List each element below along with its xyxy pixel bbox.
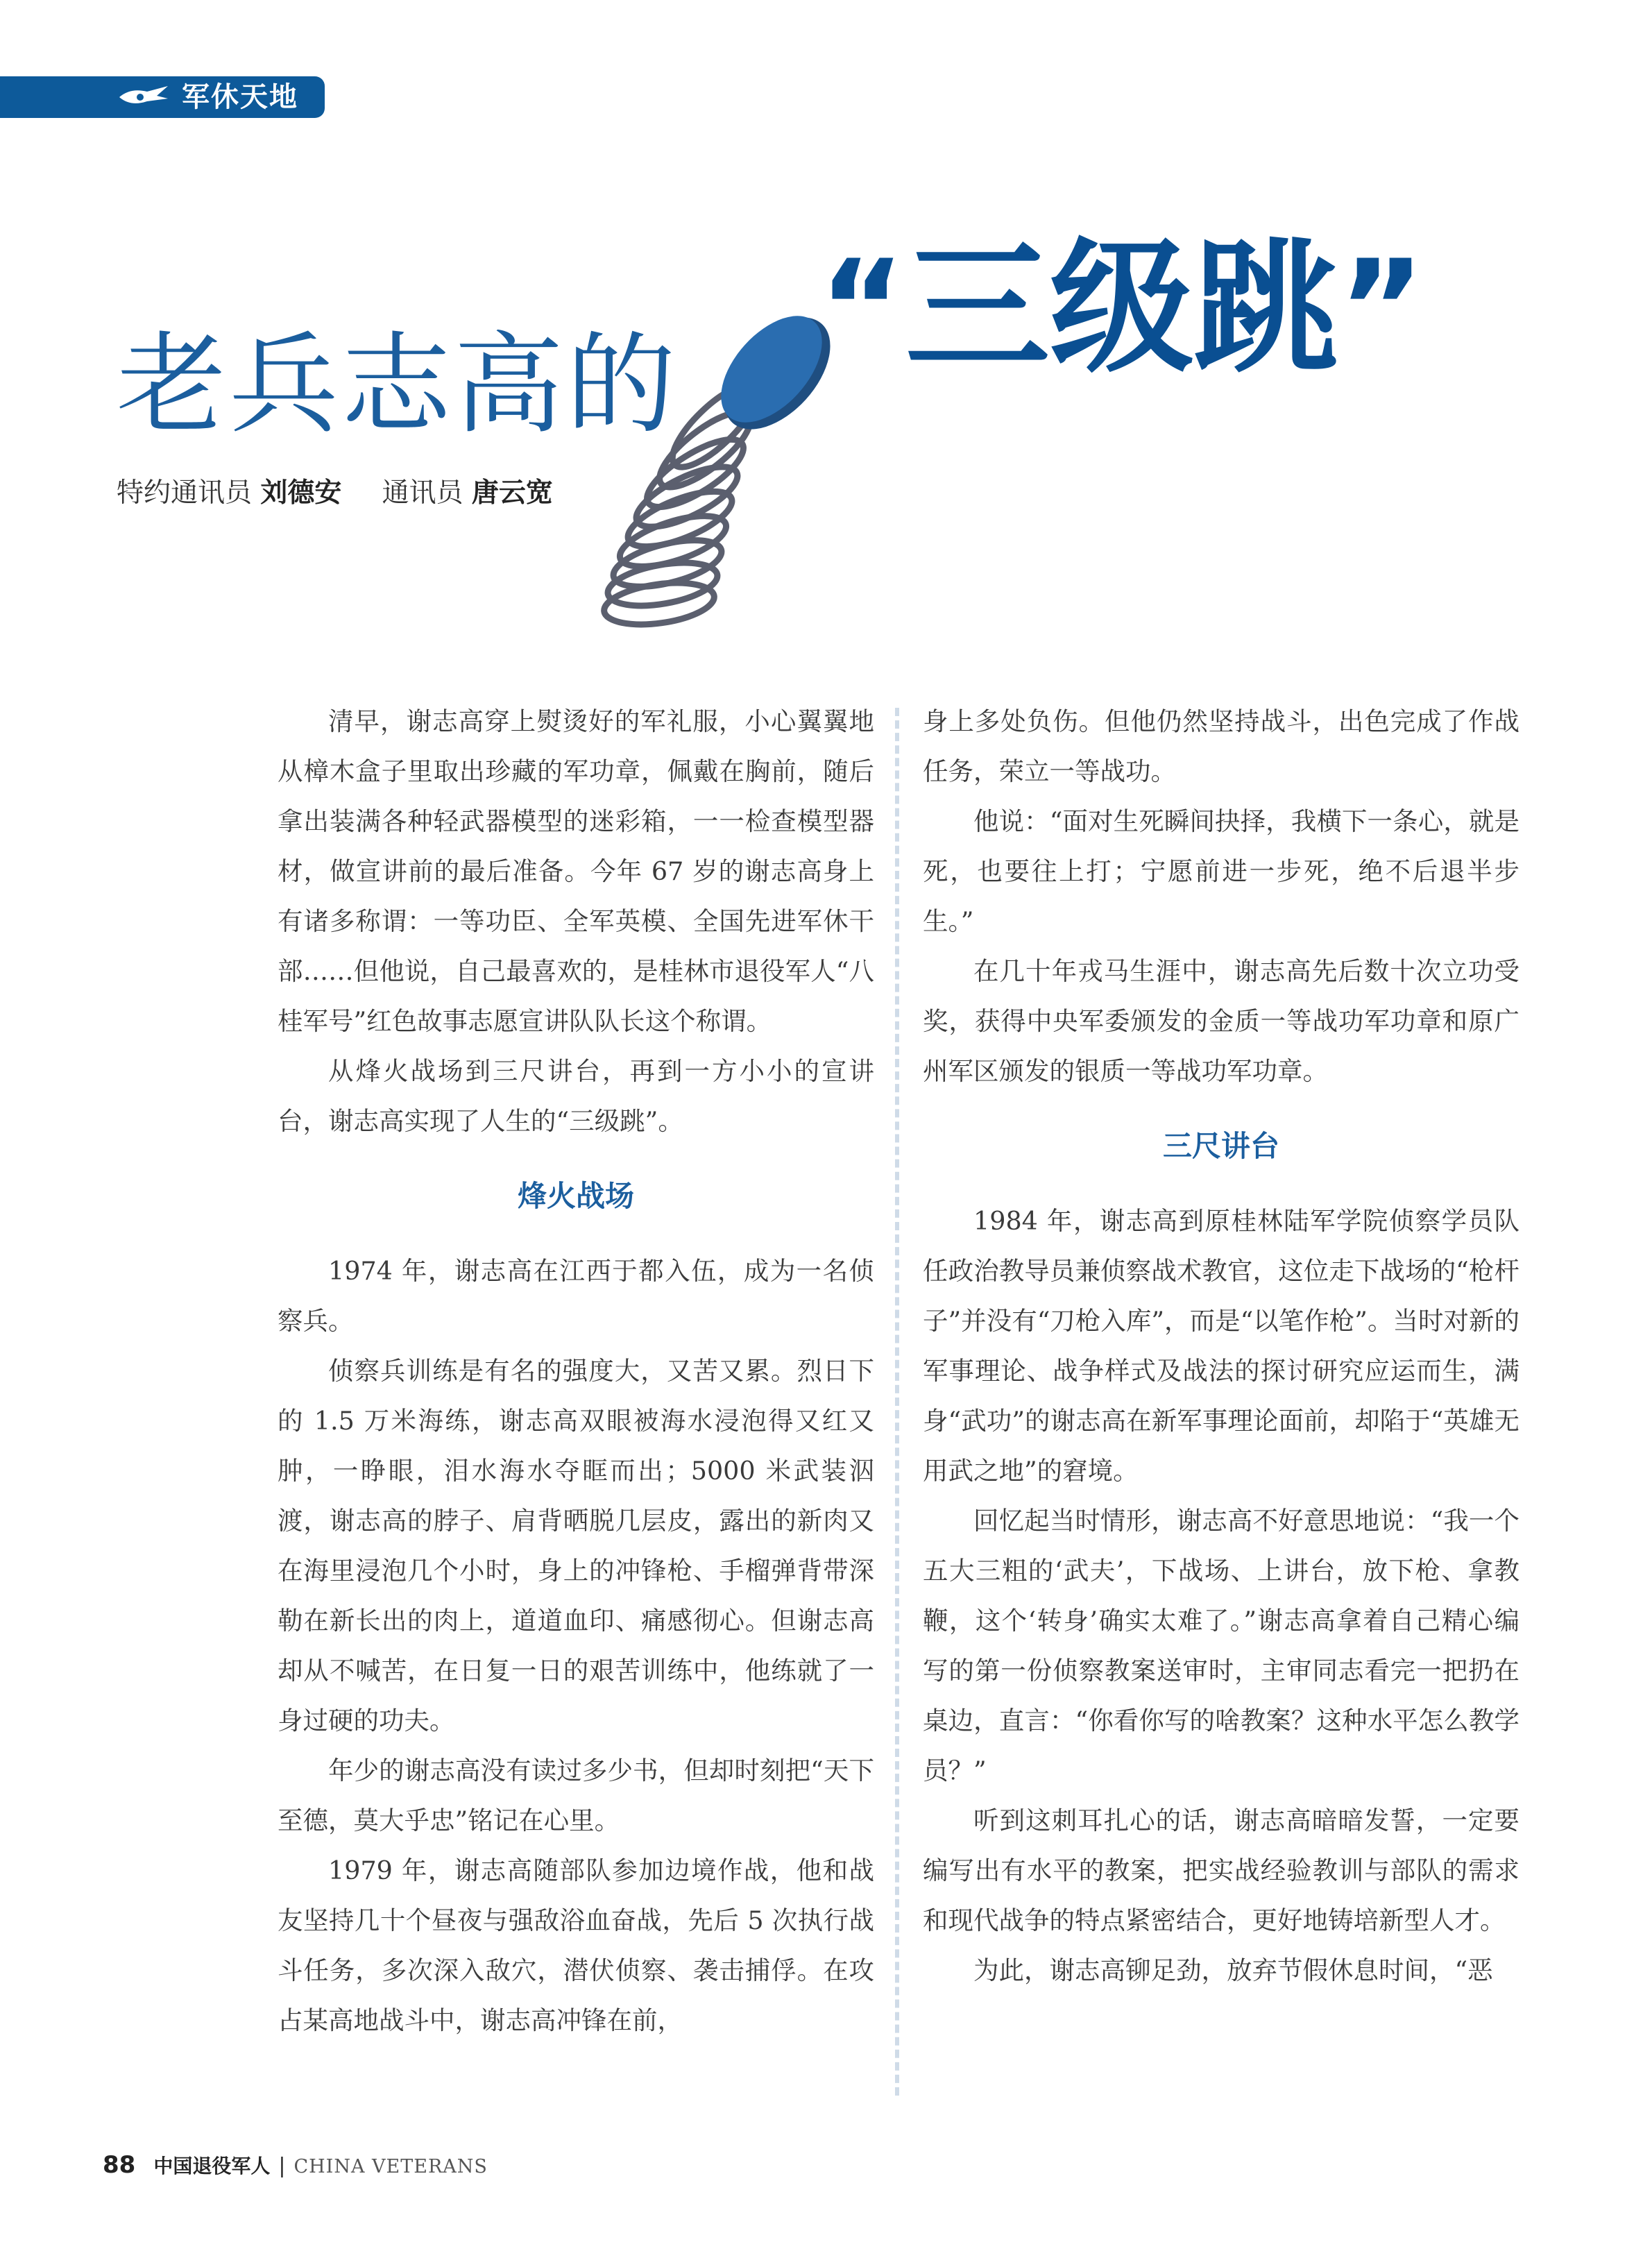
paragraph: 身上多处负伤。但他仍然坚持战斗，出色完成了作战任务，荣立一等战功。 bbox=[923, 706, 1519, 786]
section-heading: 烽火战场 bbox=[517, 1179, 634, 1213]
paragraph: 年少的谢志高没有读过多少书，但却时刻把“天下至德，莫大乎忠”铭记在心里。 bbox=[278, 1756, 874, 1835]
article-title-accent bbox=[819, 225, 1425, 393]
paragraph: 从烽火战场到三尺讲台，再到一方小小的宣讲台，谢志高实现了人生的“三级跳”。 bbox=[278, 1056, 874, 1136]
paragraph: 听到这刺耳扎心的话，谢志高暗暗发誓，一定要编写出有水平的教案，把实战经验教训与部队的需求和现代战争的特点紧密结合，更好地铸培新型人才。 bbox=[923, 1806, 1519, 1935]
byline-name1: 刘德安 bbox=[260, 477, 342, 509]
page-number: 88 bbox=[103, 2151, 136, 2179]
byline bbox=[117, 476, 553, 511]
close-quote: ” bbox=[1338, 232, 1425, 385]
paragraph: 1979 年，谢志高随部队参加边境作战，他和战友坚持几十个昼夜与强敌浴血奋战，先后 5 次执行战斗任务，多次深入敌穴，潜伏侦察、袭击捕俘。在攻占某高地战斗中，谢志高冲锋在前， bbox=[278, 1855, 874, 2035]
paragraph: 他说：“面对生死瞬间抉择，我横下一条心，就是死，也要往上打；宁愿前进一步死，绝不后退半步生。” bbox=[923, 806, 1519, 936]
page-footer bbox=[103, 2151, 488, 2181]
magazine-name-en: CHINA VETERANS bbox=[293, 2156, 488, 2177]
paragraph: 侦察兵训练是有名的强度大，又苦又累。烈日下的 1.5 万米海练，谢志高双眼被海水浸泡得又红又肿，一睁眼，泪水海水夺眶而出；5000 米武装泅渡，谢志高的脖子、肩背晒脱几层皮，露出的新肉又在海里浸泡几个小时，身上的冲锋枪、手榴弹背带深勒在新长出的肉上，道道血印、痛感彻心。但谢志高却从不喊苦，在日复一日的艰苦训练中，他练就了一身过硬的功夫。 bbox=[278, 1356, 874, 1735]
column-divider bbox=[895, 708, 899, 2096]
section-tab bbox=[0, 76, 325, 118]
paragraph: 在几十年戎马生涯中，谢志高先后数十次立功受奖，获得中央军委颁发的金质一等战功军功章和原广州军区颁发的银质一等战功军功章。 bbox=[923, 956, 1519, 1086]
paragraph: 回忆起当时情形，谢志高不好意思地说：“我一个五大三粗的‘武夫’，下战场、上讲台，放下枪、拿教鞭，这个‘转身’确实太难了。”谢志高拿着自己精心编写的第一份侦察教案送审时，主审同志看完一把扔在桌边，直言：“你看你写的啥教案？这种水平怎么教学员？” bbox=[923, 1506, 1519, 1785]
paragraph: 清早，谢志高穿上熨烫好的军礼服，小心翼翼地从樟木盒子里取出珍藏的军功章，佩戴在胸前，随后拿出装满各种轻武器模型的迷彩箱，一一检查模型器材，做宣讲前的最后准备。今年 67 岁的谢志高身上有诸多称谓：一等功臣、全军英模、全国先进军休干部……但他说，自己最喜欢的，是桂林市退役军人“八桂军号”红色故事志愿宣讲队队长这个称谓。 bbox=[278, 706, 874, 1036]
byline-name2: 唐云宽 bbox=[471, 477, 553, 509]
paragraph: 1974 年，谢志高在江西于都入伍，成为一名侦察兵。 bbox=[278, 1256, 874, 1336]
article-title-main: 老兵志高的 bbox=[117, 321, 679, 449]
title-accent-text: 三级跳 bbox=[905, 225, 1338, 393]
article-column-left bbox=[278, 697, 874, 2046]
article-column-right bbox=[923, 697, 1519, 1996]
byline-role2: 通讯员 bbox=[382, 477, 463, 509]
byline-role1: 特约通讯员 bbox=[117, 477, 253, 509]
paragraph: 1984 年，谢志高到原桂林陆军学院侦察学员队任政治教导员兼侦察战术教官，这位走下战场的“枪杆子”并没有“刀枪入库”，而是“以笔作枪”。当时对新的军事理论、战争样式及战法的探讨研究应运而生，满身“武功”的谢志高在新军事理论面前，却陷于“英雄无用武之地”的窘境。 bbox=[923, 1206, 1519, 1486]
section-heading: 三尺讲台 bbox=[1162, 1129, 1279, 1163]
section-label: 军休天地 bbox=[182, 81, 298, 113]
footer-separator: | bbox=[278, 2154, 286, 2178]
paragraph: 为此，谢志高铆足劲，放弃节假休息时间，“恶 bbox=[973, 1955, 1493, 1985]
magazine-name-cn: 中国退役军人 bbox=[153, 2155, 271, 2177]
plane-logo-icon bbox=[117, 83, 171, 111]
open-quote: “ bbox=[819, 232, 905, 385]
